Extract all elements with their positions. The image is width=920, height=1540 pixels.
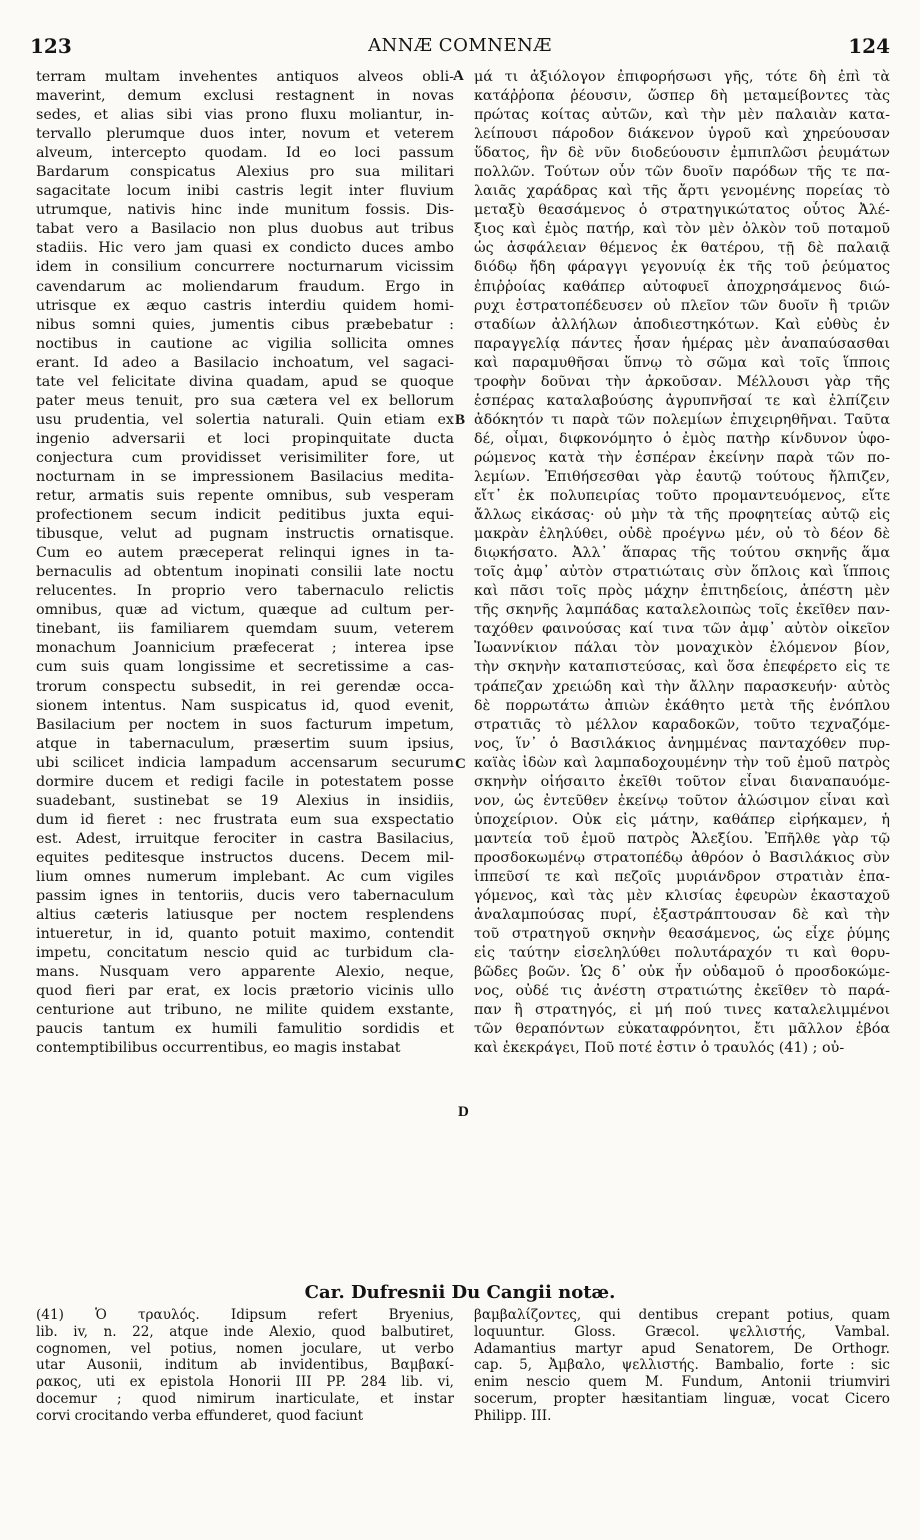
note-line: enim nescio quem M. Fundum, Antonii triumviri: [474, 1374, 890, 1391]
greek-text-line: ἐπιῤῥοίας καθάπερ αὐτοφυεῖ ἀποχρησάμενος διώ-: [474, 278, 890, 295]
margin-marker-c: C: [455, 756, 466, 772]
latin-text-line: tinebant, iis familiarem quemdam suum, veterem: [36, 621, 454, 638]
latin-text-line: monachum Joannicium præfecerat ; interea ipse: [36, 640, 454, 657]
latin-column: [36, 68, 454, 1058]
latin-text-line: sagacitate locum inibi castris legit inter fluvium: [36, 183, 454, 200]
greek-text-line: τοῦ στρατηγοῦ σκηνὴν θεασάμενος, ὡς εἶχε ῥύμης: [474, 926, 890, 943]
note-line: utar Ausonii, inditum ab invidentibus, Βαμβακί-: [36, 1357, 454, 1374]
latin-text-line: centurione aut tribuno, ne milite quidem exstante,: [36, 1002, 454, 1019]
greek-text-line: λείπουσι πάροδον διάκενον ὑγροῦ καὶ χηρεύουσαν: [474, 126, 890, 143]
greek-text-line: ἑσπέρας καταλαβούσης ἀγρυπνῆσαί τε καὶ ἐλπίζειν: [474, 392, 890, 409]
margin-marker-d: D: [458, 1104, 469, 1120]
latin-text-line: est. Adest, irruitque ferociter in castra Basilacius,: [36, 830, 454, 847]
note-line: corvi crocitando verba effunderet, quod faciunt: [36, 1407, 364, 1424]
latin-text-line: stadiis. Hic vero jam quasi ex condicto duces ambo: [36, 240, 454, 257]
latin-text-line: quod fieri par erat, ex locis prætorio vicinis ullo: [36, 983, 454, 1000]
latin-text-line: Cum eo autem præceperat relinqui ignes in ta-: [36, 545, 454, 562]
greek-text-line: νον, ὡς ἐντεῦθεν ἐκείνῳ τοῦτον ἁλώσιμον εἶναι καὶ: [474, 792, 890, 809]
latin-text-line: tate vel felicitate divina quadam, apud se quoque: [36, 373, 454, 390]
greek-column: [474, 68, 890, 1058]
latin-text-line: passim ignes in tentoriis, ducis vero tabernaculum: [36, 888, 454, 905]
greek-text-line: διῳκήσατο. Ἀλλ᾽ ἅπαρας τῆς τούτου σκηνῆς ἅμα: [474, 545, 890, 562]
greek-text-line: παν ἢ στρατηγός, εἰ μή πού τινες καταλελιμμένοι: [474, 1002, 890, 1019]
latin-text-line: atque in tabernaculum, præsertim suum ipsius,: [36, 735, 454, 752]
latin-text-line: sedes, et alias sibi vias prono fluxu moliantur, in-: [36, 107, 454, 124]
greek-text-line: πολλῶν. Τούτων οὖν τῶν δυοῖν παρόδων τῆς τε πα-: [474, 164, 890, 181]
latin-text-line: idem in consilium concurrere nocturnarum vicissim: [36, 259, 454, 276]
greek-text-line: λεμίων. Ἐπιθήσεσθαι γὰρ ἑαυτῷ τούτους ἤλπιζεν,: [474, 468, 890, 485]
latin-text-line: retur, armatis suis repente omnibus, sub vesperam: [36, 488, 454, 505]
greek-text-line: εἰς ταύτην εἰσεληλύθει πολυτάραχόν τι καὶ θορυ-: [474, 945, 890, 962]
greek-text-line: μακρὰν ἐληλύθει, οὐδὲ προέγνω μέν, οὐ τὸ δέον δὲ: [474, 526, 890, 543]
notes-right-column: [474, 1307, 890, 1425]
greek-text-line: ὑποχείριον. Οὐκ εἰς μάτην, καθάπερ εἰρήκαμεν, ἡ: [474, 811, 890, 828]
greek-text-line: μεταξὺ θεασάμενος ὁ στρατηγικώτατος οὗτος Ἀλέ-: [474, 202, 890, 219]
latin-text-line: Basilacium per noctem in suos facturum impetum,: [36, 716, 454, 733]
greek-text-line: βῶδες βοῶν. Ὡς δ᾽ οὐκ ἦν οὐδαμοῦ ὁ προσδοκώμε-: [474, 964, 890, 981]
latin-text-line: bernaculis ad obtentum inopinati consilii late noctu: [36, 564, 454, 581]
greek-text-line: νος, οὐδέ τις ἀνέστη στρατιώτης ἐκεῖθεν τὸ παρά-: [474, 983, 890, 1000]
note-line: ρακος, uti ex epistola Honorii III PP. 284 lib. vi,: [36, 1374, 454, 1391]
running-title: ANNÆ COMNENÆ: [368, 35, 552, 56]
latin-text-line: cavendarum ac moliendarum fraudum. Ergo in: [36, 278, 454, 295]
note-line: docemur ; quod nimirum inarticulate, et instar: [36, 1390, 454, 1407]
greek-text-line: εἴτ᾽ ἐκ πολυπειρίας τοῦτο προμαντευόμενος, εἴτε: [474, 488, 890, 505]
latin-text-line: erant. Id adeo a Basilacio inchoatum, vel sagaci-: [36, 354, 454, 371]
latin-text-line: dormire ducem et redigi facile in potestatem posse: [36, 773, 454, 790]
latin-text-line: paucis tantum ex humili famulitio sordidis et: [36, 1021, 454, 1038]
right-page-number: 124: [848, 34, 890, 58]
greek-text-line: τροφὴν δοῦναι τὴν ἀρκοῦσαν. Μέλλουσι γὰρ τῆς: [474, 373, 890, 390]
latin-text-line: ingenio adversarii et loci propinquitate ducta: [36, 430, 454, 447]
greek-text-line: στρατιᾶς τὸ μέλλον καραδοκῶν, τοῦτο τεχναζόμε-: [474, 716, 890, 733]
note-line: Adamantius martyr apud Senatorem, De Orthogr.: [474, 1340, 890, 1357]
greek-text-line: ξιος καὶ ἐμὸς πατήρ, καὶ τὸν μὲν ὁλκὸν τοῦ ποταμοῦ: [474, 221, 890, 238]
note-line: lib. iv, n. 22, atque inde Alexio, quod balbutiret,: [36, 1323, 454, 1340]
greek-text-line: σταδίων ἀλλήλων ἀποδιεστηκότων. Καὶ εὐθὺς ἐν: [474, 316, 890, 333]
latin-text-line: alveum, intercepto quodam. Id eo loci passum: [36, 145, 454, 162]
latin-text-line: lium omnes numerum implebant. Ac cum vigiles: [36, 868, 454, 885]
greek-text-line: τῆς σκηνῆς λαμπάδας καταλελοιπὼς τοῖς ἐκεῖθεν παν-: [474, 602, 890, 619]
latin-text-line: pater meus tenuit, pro sua cætera vel ex bellorum: [36, 392, 454, 409]
latin-text-line: altius cæteris latiusque per noctem resplendens: [36, 907, 454, 924]
latin-text-line: tabat vero a Basilacio non plus duobus aut tribus: [36, 221, 454, 238]
greek-text-line: σκηνὴν οἰήσαιτο ἐκεῖθι τοῦτον εἶναι διαναπαυόμε-: [474, 773, 890, 790]
latin-text-line: intueretur, in id, quanto potuit maximo, contendit: [36, 926, 454, 943]
latin-text-line: trorum conspectu subsedit, in rei gerendæ occa-: [36, 678, 454, 695]
notes-title: Car. Dufresnii Du Cangii notæ.: [304, 1282, 616, 1303]
note-line: loquuntur. Gloss. Græcol. ψελλιστής, Vambal.: [474, 1323, 890, 1340]
latin-text-line: noctibus in cautione ac vigilia sollicita omnes: [36, 335, 454, 352]
left-page-number: 123: [30, 34, 72, 58]
latin-text-line: terram multam invehentes antiquos alveos obli-: [36, 69, 454, 85]
greek-text-line: ὕδατος, ἣν δὲ νῦν διοδεύουσιν ἐμπιπλῶσι ῥευμάτων: [474, 145, 890, 162]
note-line: socerum, propter hæsitantiam linguæ, vocat Cicero: [474, 1390, 890, 1407]
latin-text-line: omnibus, quæ ad victum, quæque ad cultum per-: [36, 602, 454, 619]
greek-text-line: καὶ παραμυθῆσαι ὕπνῳ τὸ σῶμα καὶ τοῖς ἵπποις: [474, 354, 890, 371]
margin-marker-b: B: [455, 412, 466, 428]
notes-left-column: [36, 1307, 454, 1425]
greek-text-line: ὡς ἀσφάλειαν θέμενος ἐκ θατέρου, τῇ δὲ παλαιᾷ: [474, 240, 890, 257]
note-line: βαμβαλίζοντες, qui dentibus crepant potius, quam: [474, 1307, 890, 1323]
latin-text-line: contemptibilibus occurrentibus, eo magis instabat: [36, 1040, 401, 1057]
greek-text-line: ἀναλαμπούσας πυρί, ἐξαστράπτουσαν δὲ καὶ τὴν: [474, 907, 890, 924]
latin-text-line: usu prudentia, vel solertia naturali. Quin etiam ex: [36, 411, 454, 428]
latin-text-line: utrisque ex æquo castris interdiu quidem homi-: [36, 297, 454, 314]
greek-text-line: τὴν σκηνὴν καταπιστεύσας, καὶ ὅσα ἐπεφέρετο εἰς τε: [474, 659, 890, 676]
greek-text-line: τράπεζαν χρειώδη καὶ τὴν ἄλλην παρασκευήν· αὐτὸς: [474, 678, 890, 695]
latin-text-line: cum suis quam longissime et secretissime a cas-: [36, 659, 454, 676]
latin-text-line: impetu, concitatum nescio quid ac turbidum cla-: [36, 945, 454, 962]
greek-text-line: λαιᾶς χαράδρας καὶ τῆς ἄρτι γενομένης πορείας τὸ: [474, 183, 890, 200]
greek-text-line: δέ, οἶμαι, διφκονόμητο ὁ ἐμὸς πατὴρ κίνδυνον ὑφο-: [474, 430, 890, 447]
latin-text-line: nibus somni quies, jumentis cibus præbebatur :: [36, 316, 454, 333]
greek-text-line: ἄλλως εἰκάσας· οὐ μὴν τὰ τῆς προφητείας αὐτῷ εἰς: [474, 507, 890, 524]
greek-text-line: παραγγελίᾳ πάντες ἦσαν ἡμέρας μὲν ἀναπαύσασθαι: [474, 335, 890, 352]
greek-text-line: διόδῳ ἤδη φάραγγι γεγονυίᾳ ἐκ τῆς τοῦ ῥεύματος: [474, 259, 890, 276]
latin-text-line: sionem intentus. Nam suspicatus id, quod evenit,: [36, 697, 454, 714]
greek-text-line: ἱππεῦσί τε καὶ πεζοῖς μυριάνδρον στρατιὰν ἐπα-: [474, 868, 890, 885]
greek-text-line: καὶ πᾶσι τοῖς πρὸς μάχην ἐπιτηδείοις, ἀπέστη μὲν: [474, 583, 890, 600]
greek-text-line: προσδοκωμένῳ στρατοπέδῳ ἀθρόον ὁ Βασιλάκιος σὺν: [474, 849, 890, 866]
note-line: cap. 5, Ἀμβαλο, ψελλιστής. Bambalio, forte : sic: [474, 1357, 890, 1374]
greek-text-line: Ἰωαννίκιον πάλαι τὸν μοναχικὸν ἑλόμενον βίον,: [474, 640, 890, 657]
greek-text-line: κατάῤῥοπα ῥέουσιν, ὥσπερ δὴ μεταμείβοντες τὰς: [474, 88, 890, 105]
latin-text-line: maverint, demum exclusi restagnent in novas: [36, 88, 454, 105]
greek-text-line: ταχόθεν φαινούσας καί τινα τῶν ἀμφ᾽ αὐτὸν οἰκεῖον: [474, 621, 890, 638]
latin-text-line: utrumque, nativis hinc inde munitum fossis. Dis-: [36, 202, 454, 219]
latin-text-line: dum id fieret : nec frustrata eum sua exspectatio: [36, 811, 454, 828]
note-line: cognomen, vel potius, nomen joculare, ut verbo: [36, 1340, 454, 1357]
latin-text-line: suadebant, sustinebat se 19 Alexius in insidiis,: [36, 792, 454, 809]
page-header: [30, 34, 890, 58]
greek-text-line: ἀδόκητόν τι παρὰ τῶν πολεμίων ἐπιχειρηθῆναι. Ταῦτα: [474, 411, 890, 428]
latin-text-line: tibusque, velut ad pugnam instructis ornatisque.: [36, 526, 454, 543]
greek-text-line: τοῖς ἀμφ᾽ αὐτὸν στρατιώταις σὺν ὅπλοις καὶ ἵπποις: [474, 564, 890, 581]
greek-text-line: πρώτας κοίτας αὐτῶν, καὶ τὴν μὲν παλαιὰν κατα-: [474, 107, 890, 124]
greek-text-line: μά τι ἀξιόλογον ἐπιφορήσωσι γῆς, τότε δὴ ἐπὶ τὰ: [474, 69, 890, 85]
latin-text-line: Bardarum conspicatus Alexius pro sua militari: [36, 164, 454, 181]
latin-text-line: ubi scilicet indicia lampadum accensarum securum: [36, 754, 454, 771]
greek-text-line: τῶν θεραπόντων εὐκαταφρόνητοι, ἔτι μᾶλλον ἐβόα: [474, 1021, 890, 1038]
greek-text-line: ρώμενος κατὰ τὴν ἑσπέραν ἐκείνην παρὰ τῶν πο-: [474, 449, 890, 466]
latin-text-line: profectionem secum indicit peditibus juxta equi-: [36, 507, 454, 524]
greek-text-line: καὶ ἐκεκράγει, Ποῦ ποτέ ἐστιν ὁ τραυλός (41) ; οὐ-: [474, 1040, 845, 1057]
greek-text-line: μαντεία τοῦ ἐμοῦ πατρὸς Ἀλεξίου. Ἐπῆλθε γὰρ τῷ: [474, 830, 890, 847]
greek-text-line: ρυχι ἐστρατοπέδευσεν οὐ πλεῖον τῶν δυοῖν ἢ τριῶν: [474, 297, 890, 314]
latin-text-line: equites peditesque instructos ducens. Decem mil-: [36, 849, 454, 866]
greek-text-line: γόμενος, καὶ τὰς μὲν κλισίας ἐφευρὼν ἑκασταχοῦ: [474, 888, 890, 905]
greek-text-line: καϊὰς ἰδὼν καὶ λαμπαδοχουμένην τὴν τοῦ ἐμοῦ πατρὸς: [474, 754, 890, 771]
margin-marker-a: A: [453, 68, 464, 84]
latin-text-line: nocturnam in se impressionem Basilacius medita-: [36, 468, 454, 485]
latin-text-line: relucentes. In proprio vero tabernaculo relictis: [36, 583, 454, 600]
latin-text-line: mans. Nusquam vero apparente Alexio, neque,: [36, 964, 454, 981]
greek-text-line: νος, ἵν᾽ ὁ Βασιλάκιος ἀνημμένας πανταχόθεν πυρ-: [474, 735, 890, 752]
latin-text-line: conjectura cum providisset verisimiliter fore, ut: [36, 449, 454, 466]
greek-text-line: δὲ πορρωτάτω ἀπιὼν ἐκάθητο μετὰ τῆς ἐνόπλου: [474, 697, 890, 714]
note-line: Philipp. III.: [474, 1407, 552, 1424]
latin-text-line: tervallo plerumque duos inter, novum et veterem: [36, 126, 454, 143]
note-line: (41) Ὁ τραυλός. Idipsum refert Bryenius,: [36, 1307, 454, 1323]
